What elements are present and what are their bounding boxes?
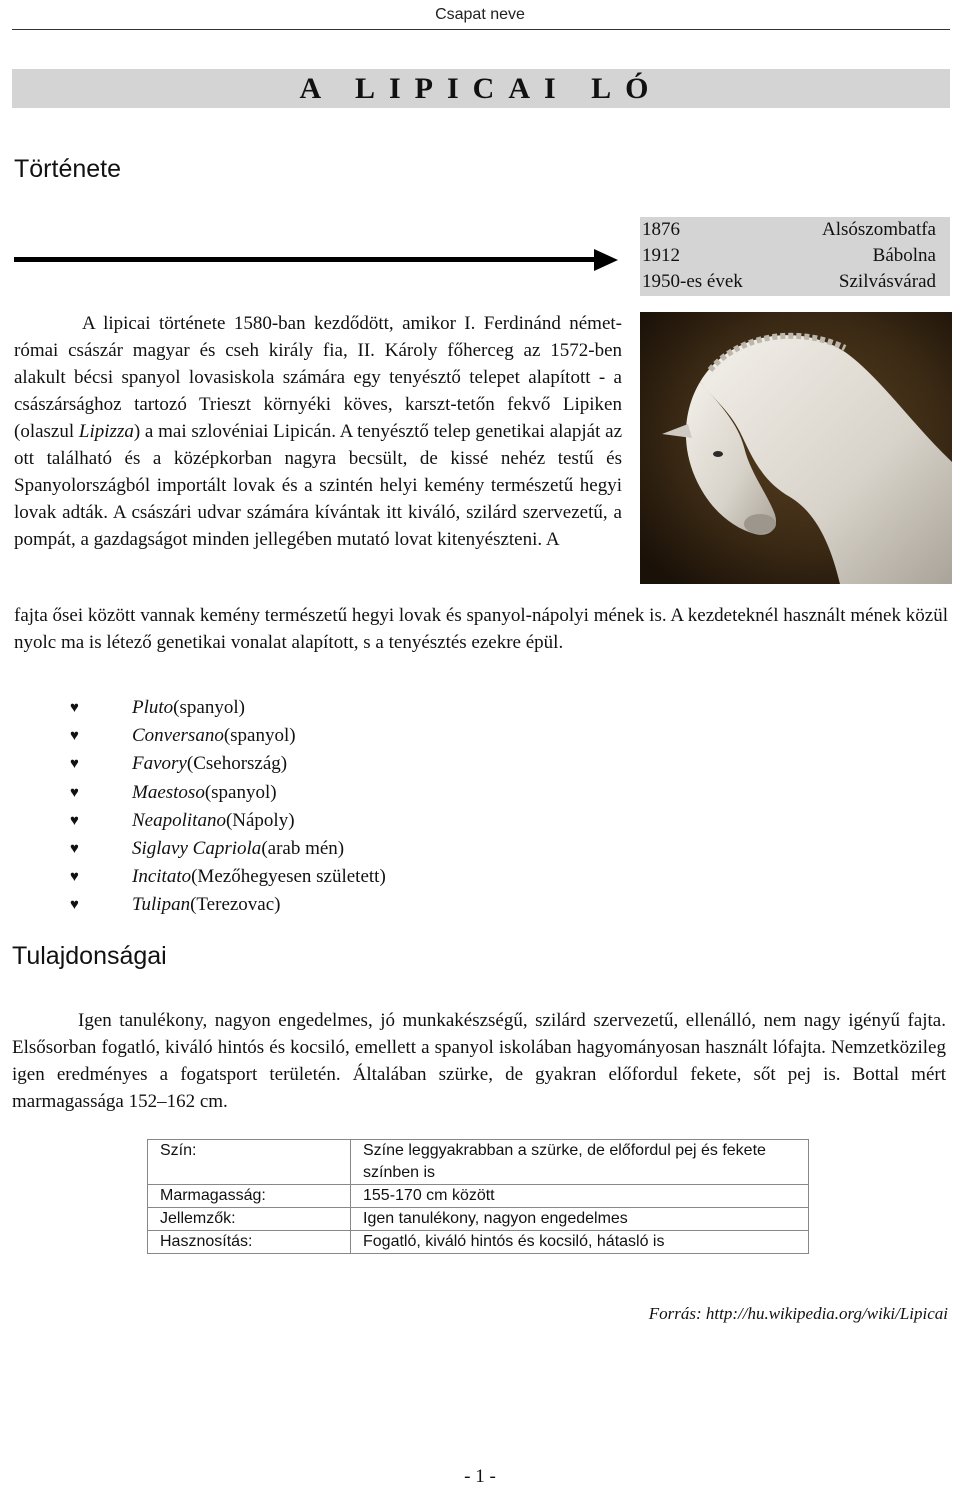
table-value: Igen tanulékony, nagyon engedelmes [351, 1208, 809, 1231]
timeline-place: Alsószombatfa [822, 219, 936, 240]
page-title: A LIPICAI LÓ [299, 71, 663, 105]
stallion-origin: (spanyol) [173, 697, 245, 719]
timeline-row [640, 243, 950, 269]
stallion-origin: (Csehország) [186, 753, 288, 775]
stallion-origin: (Mezőhegyesen született) [191, 866, 386, 888]
list-item [70, 863, 590, 891]
timeline-arrow [14, 247, 618, 273]
table-value: 155-170 cm között [351, 1185, 809, 1208]
stallion-origin: (spanyol) [223, 725, 296, 747]
list-item [70, 779, 590, 807]
stallion-name: Pluto [132, 697, 174, 719]
stallion-origin: (spanyol) [204, 781, 277, 803]
page-number: - 1 - [464, 1466, 496, 1487]
history-text-italic: Lipizza [78, 421, 134, 442]
history-text-2: ) a mai szlovéniai Lipicán. A tenyésztő telep genetikai alapját az ott található és a középkorban nagyra becsült, de kissé nehéz testű és Spanyolországból importált lovak és a szintén helyi kemény természetű hegyi lovak adták. A császári udvar számára kívántak itt kiváló, szilárd szervezetű, a pompát, a gazdagságot minden jellegében mutató lovat kitenyészteni. A [14, 421, 622, 550]
traits-heading: Tulajdonságai [12, 942, 167, 970]
traits-paragraph: Igen tanulékony, nagyon engedelmes, jó munkakészségű, szilárd szervezetű, ellenálló, nem nagy igényű fajta. Elsősorban fogatló, kiváló hintós és kocsiló, emellett a spanyol iskolában hagyományosan használt lófajta. Nemzetközileg igen eredményes a fogatsport területén. Általában szürke, de gyakran előfordul fekete, sőt pej is. Bottal mért marmagassága 152–162 cm. [12, 1010, 946, 1112]
horse-photo [640, 312, 952, 584]
history-heading: Története [14, 155, 122, 183]
source-citation: Forrás: http://hu.wikipedia.org/wiki/Lipicai [648, 1304, 948, 1323]
table-row [148, 1140, 809, 1185]
table-key: Jellemzők: [148, 1208, 351, 1231]
table-key: Marmagasság: [148, 1185, 351, 1208]
list-item [70, 835, 590, 863]
heart-bullet-icon: ♥ [70, 869, 79, 886]
stallion-name: Favory [132, 753, 187, 775]
heart-bullet-icon: ♥ [70, 700, 79, 717]
info-table [147, 1139, 809, 1254]
title-bar [12, 69, 950, 108]
list-item [70, 750, 590, 778]
timeline-row [640, 217, 950, 243]
stallion-name: Neapolitano [132, 809, 226, 831]
stallion-origin: (Terezovac) [190, 894, 281, 916]
table-row [148, 1231, 809, 1254]
timeline-year: 1876 [642, 219, 680, 240]
heart-bullet-icon: ♥ [70, 728, 79, 745]
history-paragraph [14, 310, 622, 553]
list-item [70, 694, 590, 722]
stallion-name: Tulipan [132, 894, 191, 916]
stallion-name: Maestoso [132, 781, 205, 803]
table-row [148, 1208, 809, 1231]
list-item [70, 807, 590, 835]
heart-bullet-icon: ♥ [70, 841, 79, 858]
history-text-1: A lipicai története 1580-ban kezdődött, amikor I. Ferdinánd német-római császár magyar és cseh király fia, II. Károly főherceg az 1572-ben alakult bécsi spanyol lovasiskola számára egy tenyésztő telepet alapított - a császársághoz tartozó Trieszt környéki köves, karszt-tetőn fekvő Lipiken (olaszul [14, 313, 622, 442]
timeline-year: 1912 [642, 245, 680, 266]
stallion-origin: (Nápoly) [225, 809, 295, 831]
table-value: Fogatló, kiváló hintós és kocsiló, hátasló is [351, 1231, 809, 1254]
stallion-name: Incitato [132, 866, 192, 888]
stallion-origin: (arab mén) [261, 838, 345, 860]
heart-bullet-icon: ♥ [70, 784, 79, 801]
timeline-place: Bábolna [872, 245, 936, 266]
timeline-year: 1950-es évek [642, 271, 743, 292]
table-value: Színe leggyakrabban a szürke, de előfordul pej és fekete színben is [351, 1140, 809, 1185]
stallion-name: Conversano [132, 725, 224, 747]
header-divider [12, 29, 950, 30]
timeline-place: Szilvásvárad [838, 271, 936, 292]
heart-bullet-icon: ♥ [70, 756, 79, 773]
stallion-name: Siglavy Capriola [132, 838, 262, 860]
heart-bullet-icon: ♥ [70, 897, 79, 914]
history-paragraph-continued: fajta ősei között vannak kemény természetű hegyi lovak és spanyol-nápolyi mének is. A kezdeteknél használt mének közül nyolc ma is létező genetikai vonalat alapított, s a tenyésztés ezekre épül. [14, 605, 948, 653]
timeline-box [640, 217, 950, 296]
list-item [70, 891, 590, 919]
timeline-row [640, 269, 950, 295]
table-key: Szín: [148, 1140, 351, 1185]
header-team-name: Csapat neve [435, 6, 525, 23]
list-item [70, 722, 590, 750]
stallion-list [70, 694, 590, 920]
heart-bullet-icon: ♥ [70, 812, 79, 829]
table-row [148, 1185, 809, 1208]
table-key: Hasznosítás: [148, 1231, 351, 1254]
